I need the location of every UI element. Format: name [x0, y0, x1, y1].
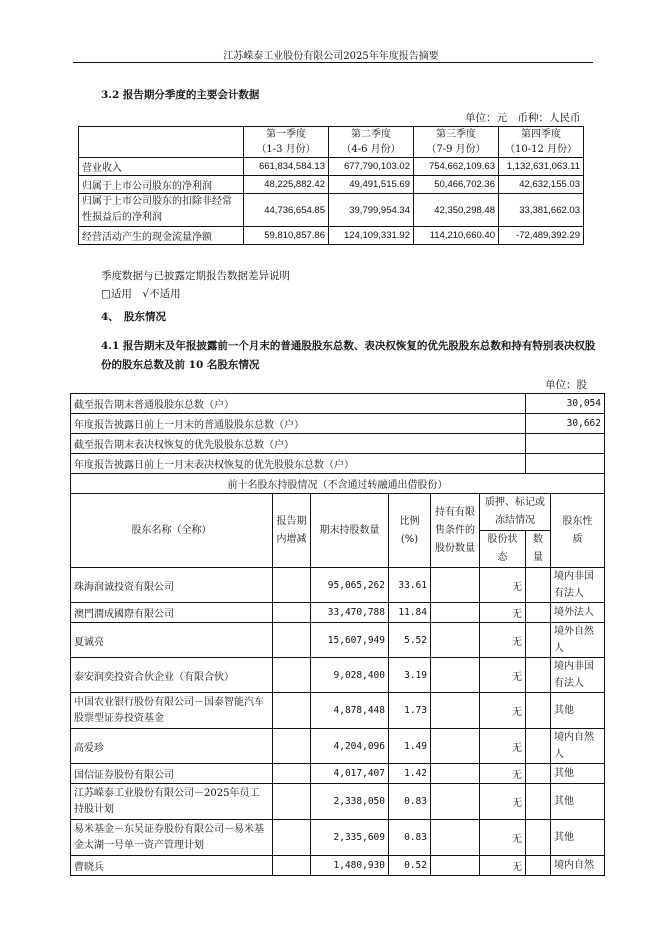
table-cell: -72,489,392.29: [499, 227, 584, 245]
table-cell: 124,109,331.92: [329, 227, 414, 245]
holder-change: [273, 729, 311, 764]
quarterly-data-table: [78, 126, 584, 245]
header-pledge-qty: 数量: [525, 531, 550, 568]
holder-nature: 境内自然人: [551, 729, 605, 764]
holder-nature: 其他: [551, 784, 605, 820]
quarter-months: （1-3 月份）: [256, 144, 316, 155]
table-row: [71, 658, 605, 693]
table-cell: 49,491,515.69: [329, 176, 414, 194]
header-change: 报告期内增减: [273, 494, 311, 568]
table-cell: 661,834,584.13: [244, 158, 329, 176]
row-label: 经营活动产生的现金流量净额: [79, 227, 244, 245]
holder-qty: [525, 784, 550, 820]
quarterly-header-blank: [79, 127, 244, 158]
shareholder-unit-label: 单位：股: [545, 379, 587, 391]
quarter-name: 第一季度: [266, 129, 306, 140]
table-row: [71, 856, 605, 876]
applicability-options: □适用 √不适用: [101, 288, 181, 300]
holder-name: 曹晓兵: [71, 856, 273, 876]
top10-title: 前十名股东持股情况（不含通过转融通出借股份）: [71, 474, 605, 494]
holder-restricted: [431, 568, 480, 603]
page-header-title: 江苏嵘泰工业股份有限公司2025年年度报告摘要: [223, 51, 439, 62]
summary-row: [71, 434, 605, 454]
summary-label: 年度报告披露日前上一月末表决权恢复的优先股股东总数（户）: [71, 454, 526, 474]
holder-change: [273, 603, 311, 623]
table-row: [79, 176, 584, 194]
table-cell: 48,225,882.42: [244, 176, 329, 194]
holder-change: [273, 856, 311, 876]
quarter-months: （7-9 月份）: [426, 144, 486, 155]
summary-row: [71, 394, 605, 414]
holder-change: [273, 764, 311, 784]
table-row: [71, 623, 605, 658]
holder-shares: 15,607,949: [311, 623, 389, 658]
quarter-name: 第二季度: [351, 129, 391, 140]
table-cell: 59,810,857.86: [244, 227, 329, 245]
holder-change: [273, 568, 311, 603]
holder-qty: [525, 568, 550, 603]
holder-ratio: 3.19: [389, 658, 431, 693]
header-pledge-status: 股份状态: [480, 531, 526, 568]
holder-name: 国信证券股份有限公司: [71, 764, 273, 784]
quarter-header: [414, 127, 499, 158]
holder-name: 珠海润诚投资有限公司: [71, 568, 273, 603]
holder-status: 无: [480, 729, 526, 764]
holder-status: 无: [480, 568, 526, 603]
summary-label: 截至报告期末普通股股东总数（户）: [71, 394, 526, 414]
quarter-header: [499, 127, 584, 158]
top10-title-row: [71, 474, 605, 494]
holder-shares: 4,878,448: [311, 693, 389, 729]
holder-nature: 其他: [551, 820, 605, 856]
summary-row: [71, 454, 605, 474]
holder-name: 江苏嵘泰工业股份有限公司－2025年员工持股计划: [71, 784, 273, 820]
table-row: [71, 764, 605, 784]
table-cell: 44,736,654.85: [244, 194, 329, 227]
holder-nature: 境内非国有法人: [551, 658, 605, 693]
table-row: [71, 603, 605, 623]
holder-name: 中国农业银行股份有限公司－国泰智能汽车股票型证券投资基金: [71, 693, 273, 729]
table-cell: 42,632,155.03: [499, 176, 584, 194]
holder-restricted: [431, 820, 480, 856]
table-row: [71, 784, 605, 820]
holder-shares: 4,204,096: [311, 729, 389, 764]
holder-qty: [525, 693, 550, 729]
quarter-name: 第四季度: [521, 129, 561, 140]
header-ratio: 比例(%): [389, 494, 431, 568]
holder-status: 无: [480, 764, 526, 784]
table-cell: 754,662,109.63: [414, 158, 499, 176]
holder-shares: 4,017,407: [311, 764, 389, 784]
holder-qty: [525, 856, 550, 876]
quarterly-unit-label: 单位：元 币种：人民币: [465, 112, 581, 124]
holder-status: 无: [480, 623, 526, 658]
holder-change: [273, 623, 311, 658]
section-4-title: 4、 股东情况: [101, 311, 167, 323]
quarter-name: 第三季度: [436, 129, 476, 140]
quarter-months: （4-6 月份）: [341, 144, 401, 155]
table-cell: 677,790,103.02: [329, 158, 414, 176]
summary-label: 年度报告披露日前上一月末的普通股股东总数（户）: [71, 414, 526, 434]
holder-restricted: [431, 693, 480, 729]
header-nature: 股东性质: [551, 494, 605, 568]
table-cell: 114,210,660.40: [414, 227, 499, 245]
holder-ratio: 5.52: [389, 623, 431, 658]
holder-nature: 其他: [551, 693, 605, 729]
holder-qty: [525, 729, 550, 764]
holder-shares: 33,470,788: [311, 603, 389, 623]
table-cell: 50,466,702.36: [414, 176, 499, 194]
holder-qty: [525, 820, 550, 856]
holder-name: 夏诚亮: [71, 623, 273, 658]
holder-restricted: [431, 658, 480, 693]
summary-value: [525, 454, 604, 474]
quarterly-diff-note: 季度数据与已披露定期报告数据差异说明: [101, 270, 290, 282]
summary-value: [525, 434, 604, 454]
table-row: [79, 227, 584, 245]
header-pledge: 质押、标记或冻结情况: [480, 494, 551, 531]
section-4-1-title: 4.1 报告期末及年报披露前一个月末的普通股股东总数、表决权恢复的优先股股东总数和持有特别表决权股份的股东总数及前 10 名股东情况: [101, 340, 596, 371]
table-row: [79, 158, 584, 176]
holder-restricted: [431, 764, 480, 784]
quarter-header: [244, 127, 329, 158]
holder-ratio: 33.61: [389, 568, 431, 603]
holder-restricted: [431, 603, 480, 623]
holder-restricted: [431, 623, 480, 658]
holder-change: [273, 693, 311, 729]
holder-shares: 2,335,609: [311, 820, 389, 856]
holder-nature: 其他: [551, 764, 605, 784]
holder-status: 无: [480, 820, 526, 856]
holder-shares: 9,028,400: [311, 658, 389, 693]
header-restricted: 持有有限售条件的股份数量: [431, 494, 480, 568]
quarter-months: （10-12 月份）: [504, 144, 577, 155]
holder-nature: 境外法人: [551, 603, 605, 623]
table-row: [71, 693, 605, 729]
table-cell: 39,799,954.34: [329, 194, 414, 227]
row-label: 归属于上市公司股东的扣除非经常性损益后的净利润: [79, 194, 244, 227]
table-cell: 33,381,662.03: [499, 194, 584, 227]
table-row: [79, 194, 584, 227]
holder-ratio: 0.83: [389, 784, 431, 820]
holder-ratio: 11.84: [389, 603, 431, 623]
holder-shares: 2,338,050: [311, 784, 389, 820]
summary-value: 30,662: [525, 414, 604, 434]
holder-nature: 境外自然人: [551, 623, 605, 658]
holder-status: 无: [480, 693, 526, 729]
holder-shares: 95,065,262: [311, 568, 389, 603]
summary-label: 截至报告期末表决权恢复的优先股股东总数（户）: [71, 434, 526, 454]
holder-name: 澳門潤成國際有限公司: [71, 603, 273, 623]
shareholder-table: [70, 393, 605, 876]
holder-name: 泰安润奕投资合伙企业（有限合伙）: [71, 658, 273, 693]
holder-restricted: [431, 856, 480, 876]
row-label: 营业收入: [79, 158, 244, 176]
table-row: [71, 568, 605, 603]
table-cell: 1,132,631,063.11: [499, 158, 584, 176]
holder-change: [273, 784, 311, 820]
quarter-header: [329, 127, 414, 158]
holder-qty: [525, 623, 550, 658]
holder-qty: [525, 658, 550, 693]
holder-nature: 境内非国有法人: [551, 568, 605, 603]
summary-row: [71, 414, 605, 434]
table-cell: 42,350,298.48: [414, 194, 499, 227]
summary-value: 30,054: [525, 394, 604, 414]
shareholder-header-row: [71, 494, 605, 531]
holder-status: 无: [480, 658, 526, 693]
holder-nature: 境内自然: [551, 856, 605, 876]
holder-ratio: 1.42: [389, 764, 431, 784]
holder-status: 无: [480, 784, 526, 820]
section-3-2-title: 3.2 报告期分季度的主要会计数据: [101, 89, 260, 101]
holder-restricted: [431, 784, 480, 820]
row-label: 归属于上市公司股东的净利润: [79, 176, 244, 194]
holder-ratio: 0.52: [389, 856, 431, 876]
holder-change: [273, 658, 311, 693]
holder-ratio: 1.73: [389, 693, 431, 729]
quarterly-header-row: [79, 127, 584, 158]
header-name: 股东名称（全称）: [71, 494, 273, 568]
holder-ratio: 1.49: [389, 729, 431, 764]
header-shares: 期末持股数量: [311, 494, 389, 568]
holder-name: 易米基金－东吴证券股份有限公司－易米基金太湖一号单一资产管理计划: [71, 820, 273, 856]
header-divider: [73, 62, 593, 63]
holder-shares: 1,480,930: [311, 856, 389, 876]
holder-status: 无: [480, 856, 526, 876]
holder-name: 高爱珍: [71, 729, 273, 764]
table-row: [71, 729, 605, 764]
holder-change: [273, 820, 311, 856]
holder-qty: [525, 764, 550, 784]
holder-restricted: [431, 729, 480, 764]
holder-qty: [525, 603, 550, 623]
holder-status: 无: [480, 603, 526, 623]
table-row: [71, 820, 605, 856]
holder-ratio: 0.83: [389, 820, 431, 856]
